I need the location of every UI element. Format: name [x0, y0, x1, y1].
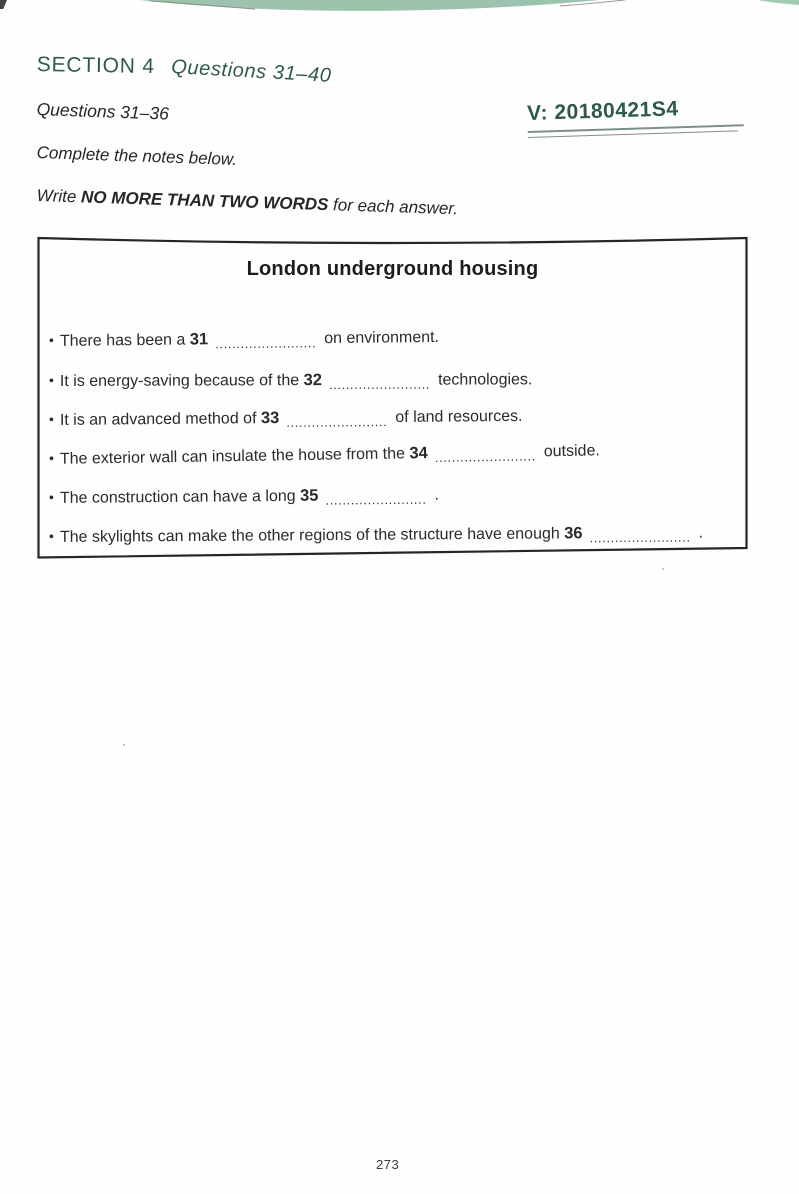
- notes-box-title: London underground housing: [246, 258, 539, 280]
- question-number: 35: [299, 486, 319, 505]
- note-text-pre: It is energy-saving because of the: [59, 372, 304, 390]
- note-text-post: technologies.: [438, 371, 533, 389]
- instruction-word-limit-suffix: for each answer.: [328, 195, 459, 219]
- scan-edge-artifact: [0, 0, 799, 26]
- section-question-range: Questions 31–40: [170, 56, 332, 87]
- scan-speck: [123, 744, 125, 746]
- scan-speck: [662, 568, 664, 570]
- bullet-icon: •: [48, 371, 54, 388]
- answer-blank-line: ........................: [286, 414, 388, 430]
- version-code-text: V: 20180421S4: [526, 97, 679, 126]
- note-item-32: [49, 367, 741, 393]
- note-text-post: outside.: [543, 442, 600, 461]
- bullet-icon: •: [48, 449, 55, 466]
- note-text-pre: The exterior wall can insulate the house from the: [59, 445, 410, 468]
- question-number: 31: [189, 330, 209, 349]
- note-item-36: [49, 520, 741, 549]
- question-number: 32: [303, 371, 322, 390]
- answer-blank-line: ........................: [434, 448, 537, 465]
- note-item-31: [49, 322, 741, 353]
- page-number: 273: [376, 1157, 400, 1172]
- scan-corner-smudge: [0, 0, 7, 9]
- instruction-word-limit-bold: NO MORE THAN TWO WORDS: [80, 187, 329, 215]
- section-heading: SECTION 4: [36, 53, 156, 79]
- answer-blank-line: ........................: [325, 491, 427, 508]
- question-number: 33: [260, 408, 280, 428]
- bullet-icon: •: [48, 527, 54, 544]
- questions-subrange-label: Questions 31–36: [36, 99, 170, 124]
- question-number: 34: [409, 444, 428, 463]
- bullet-icon: •: [48, 410, 54, 427]
- instruction-complete-notes: Complete the notes below.: [36, 143, 238, 169]
- answer-blank-line: ........................: [215, 335, 317, 352]
- note-text-pre: It is an advanced method of: [59, 410, 261, 429]
- instruction-word-limit-prefix: Write: [36, 186, 82, 207]
- note-item-34: [49, 436, 741, 471]
- answer-blank-line: ........................: [328, 376, 431, 393]
- notes-box-border: [37, 236, 748, 560]
- answer-blank-line: ........................: [589, 529, 691, 546]
- bullet-icon: •: [48, 331, 54, 348]
- version-code-stamp: [527, 95, 744, 138]
- note-text-pre: The skylights can make the other regions of the structure have enough: [59, 525, 565, 546]
- note-text-post: .: [434, 486, 440, 504]
- bullet-icon: •: [48, 488, 54, 505]
- note-text-post: of land resources.: [395, 407, 523, 426]
- note-text-pre: The construction can have a long: [59, 487, 301, 507]
- note-text-post: on environment.: [324, 328, 440, 348]
- instruction-word-limit: [36, 186, 458, 219]
- note-item-35: [49, 480, 741, 510]
- note-text-pre: There has been a: [59, 331, 190, 350]
- note-item-33: [49, 402, 741, 432]
- note-text-post: .: [698, 524, 704, 542]
- question-number: 36: [564, 524, 583, 543]
